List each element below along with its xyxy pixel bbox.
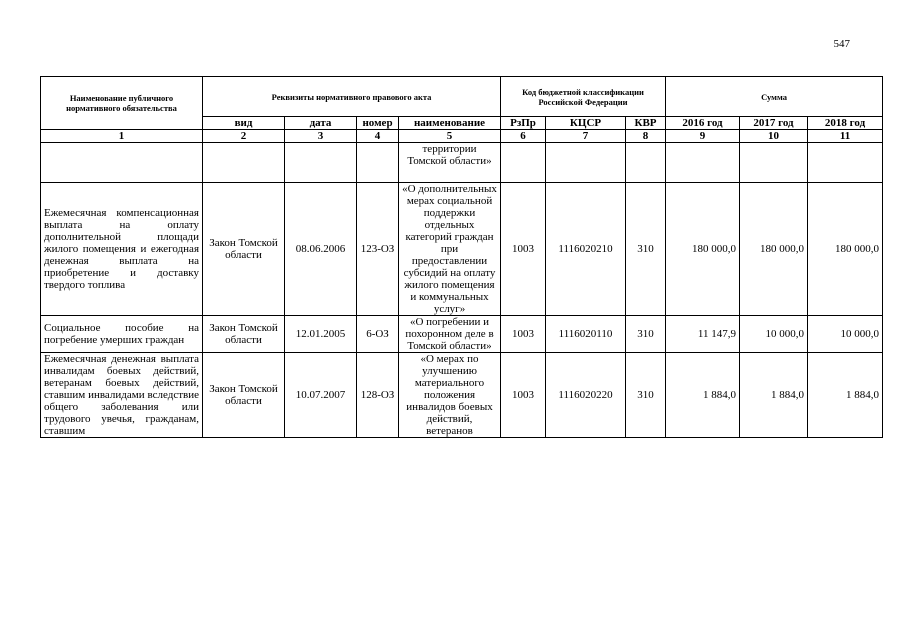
table-row: [41, 316, 883, 353]
table-row: [41, 183, 883, 316]
column-number: 4: [357, 130, 399, 143]
sum-2018-cell: 10 000,0: [808, 316, 883, 353]
header-sum: Сумма: [666, 77, 883, 117]
subheader-2018: 2018 год: [808, 117, 883, 130]
act-number-cell: 123-ОЗ: [357, 183, 399, 316]
column-number: 1: [41, 130, 203, 143]
sum-2018-cell: 180 000,0: [808, 183, 883, 316]
header-obligation: Наименование публичного нормативного обязательства: [41, 77, 203, 130]
subheader-2016: 2016 год: [666, 117, 740, 130]
sum-2017-cell: 1 884,0: [740, 353, 808, 438]
act-date-cell: 08.06.2006: [285, 183, 357, 316]
act-kind-cell: [203, 143, 285, 183]
obligation-cell: Ежемесячная компенсационная выплата на оплату дополнительной площади жилого помещения и ежегодная денежная выплата на приобретение и доставку твердого топлива: [41, 183, 203, 316]
kvr-cell: [626, 143, 666, 183]
sum-2016-cell: 1 884,0: [666, 353, 740, 438]
act-kind-cell: Закон Томской области: [203, 183, 285, 316]
sum-2017-cell: [740, 143, 808, 183]
subheader-2017: 2017 год: [740, 117, 808, 130]
column-number: 3: [285, 130, 357, 143]
obligation-cell: Ежемесячная денежная выплата инвалидам боевых действий, ветеранам боевых действий, ставшим инвалидами вследствие общего заболевания или трудового увечья, гражданам, ставшим: [41, 353, 203, 438]
obligation-cell: [41, 143, 203, 183]
act-kind-cell: Закон Томской области: [203, 316, 285, 353]
act-date-cell: [285, 143, 357, 183]
column-number: 7: [546, 130, 626, 143]
act-name-cell: «О мерах по улучшению материального положения инвалидов боевых действий, ветеранов: [399, 353, 501, 438]
obligation-cell: Социальное пособие на погребение умерших граждан: [41, 316, 203, 353]
rzpr-cell: 1003: [501, 353, 546, 438]
kcsr-cell: [546, 143, 626, 183]
subheader-rzpr: РзПр: [501, 117, 546, 130]
subheader-kcsr: КЦСР: [546, 117, 626, 130]
column-number: 11: [808, 130, 883, 143]
rzpr-cell: 1003: [501, 316, 546, 353]
header-budget-code: Код бюджетной классификации Российской Федерации: [501, 77, 666, 117]
header-act-details: Реквизиты нормативного правового акта: [203, 77, 501, 117]
subheader-kind: вид: [203, 117, 285, 130]
kvr-cell: 310: [626, 183, 666, 316]
sum-2016-cell: [666, 143, 740, 183]
page-number: 547: [833, 38, 850, 50]
sum-2018-cell: [808, 143, 883, 183]
table-row: [41, 143, 883, 183]
column-number: 10: [740, 130, 808, 143]
kcsr-cell: 1116020220: [546, 353, 626, 438]
kvr-cell: 310: [626, 353, 666, 438]
sum-2016-cell: 180 000,0: [666, 183, 740, 316]
column-number: 2: [203, 130, 285, 143]
column-number: 8: [626, 130, 666, 143]
act-name-cell: «О дополнительных мерах социальной поддержки отдельных категорий граждан при предоставлении субсидий на оплату жилого помещения и коммунальных услуг»: [399, 183, 501, 316]
subheader-name: наименование: [399, 117, 501, 130]
act-number-cell: 6-ОЗ: [357, 316, 399, 353]
budget-obligations-table: [40, 76, 883, 438]
kvr-cell: 310: [626, 316, 666, 353]
sum-2017-cell: 180 000,0: [740, 183, 808, 316]
kcsr-cell: 1116020210: [546, 183, 626, 316]
subheader-date: дата: [285, 117, 357, 130]
table-row: [41, 353, 883, 438]
column-numbers-row: [41, 130, 883, 143]
act-name-cell: территории Томской области»: [399, 143, 501, 183]
act-date-cell: 12.01.2005: [285, 316, 357, 353]
column-number: 5: [399, 130, 501, 143]
act-kind-cell: Закон Томской области: [203, 353, 285, 438]
column-number: 6: [501, 130, 546, 143]
sum-2016-cell: 11 147,9: [666, 316, 740, 353]
act-name-cell: «О погребении и похоронном деле в Томской области»: [399, 316, 501, 353]
sum-2017-cell: 10 000,0: [740, 316, 808, 353]
act-number-cell: 128-ОЗ: [357, 353, 399, 438]
rzpr-cell: 1003: [501, 183, 546, 316]
kcsr-cell: 1116020110: [546, 316, 626, 353]
act-date-cell: 10.07.2007: [285, 353, 357, 438]
rzpr-cell: [501, 143, 546, 183]
header-row: [41, 77, 883, 117]
act-number-cell: [357, 143, 399, 183]
sum-2018-cell: 1 884,0: [808, 353, 883, 438]
column-number: 9: [666, 130, 740, 143]
subheader-number: номер: [357, 117, 399, 130]
subheader-kvr: КВР: [626, 117, 666, 130]
